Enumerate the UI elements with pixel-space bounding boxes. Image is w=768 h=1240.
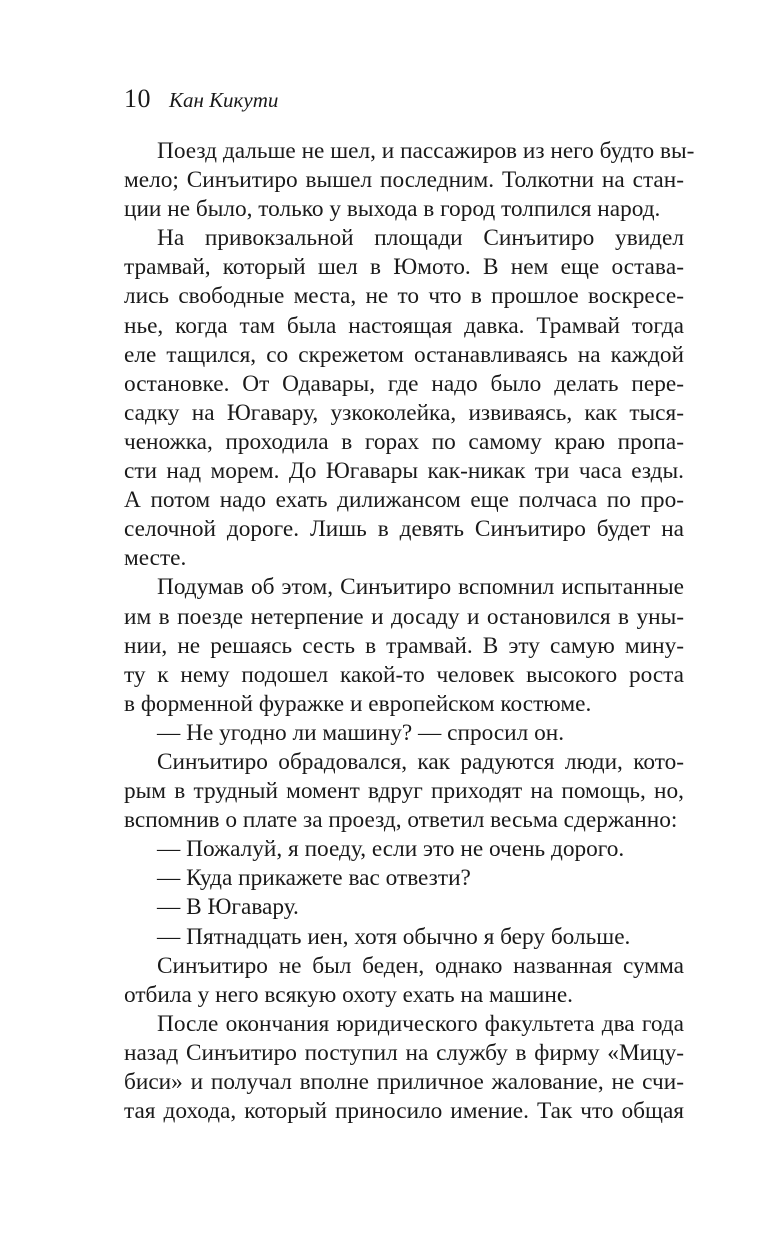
text-line: Подумав об этом, Синъитиро вспомнил испытанные — [157, 574, 684, 601]
text-line: трамвай, который шел в Юмото. В нем еще оставa- — [124, 254, 684, 281]
text-line: лись свободные места, не то что в прошлое воскресе- — [124, 283, 684, 310]
text-line: — Пожалуй, я поеду, если это не очень дорого. — [157, 836, 625, 863]
text-line: селочной дороге. Лишь в девять Синъитиро будет на — [124, 516, 684, 543]
text-line: На привокзальной площади Синъитиро увидел — [157, 225, 684, 252]
text-line: им в поезде нетерпение и досаду и остановился в уны- — [124, 603, 684, 630]
text-line: нии, не решаясь сесть в трамвай. В эту самую мину- — [124, 632, 684, 659]
text-line: Синъитиро не был беден, однако названная сумма — [157, 952, 684, 979]
text-line: рым в трудный момент вдруг приходят на помощь, но, — [124, 778, 684, 805]
text-line: в форменной фуражке и европейском костюме. — [124, 690, 592, 717]
text-line: мело; Синъитиро вышел последним. Толкотни на стан- — [124, 167, 684, 194]
text-line: еле тащился, со скрежетом останавливаясь на каждой — [124, 341, 684, 368]
text-line: ченожка, проходила в горах по самому краю пропа- — [124, 428, 684, 455]
text-line: биси» и получал вполне приличное жалование, не счи- — [124, 1069, 684, 1095]
text-line: назад Синъитиро поступил на службу в фирму «Мицу- — [124, 1039, 684, 1066]
text-line: садку на Югавару, узкоколейка, извиваясь, как тыся- — [124, 399, 684, 426]
text-line: А потом надо ехать дилижансом еще полчаса по про- — [124, 487, 684, 514]
text-line: — Пятнадцать иен, хотя обычно я беру больше. — [157, 923, 631, 950]
text-line: После окончания юридического факультета два года — [157, 1010, 684, 1037]
text-line: — В Югавару. — [157, 894, 299, 921]
body-text — [124, 137, 695, 1126]
text-line: остановке. От Одавары, где надо было делать пере- — [124, 370, 684, 397]
text-line: месте. — [124, 545, 187, 572]
text-line: тая дохода, который приносило имение. Так что общая — [124, 1098, 684, 1125]
text-line: Поезд дальше не шел, и пассажиров из него будто вы- — [157, 138, 695, 164]
text-line: отбила у него всякую охоту ехать на машине. — [124, 981, 573, 1008]
text-line: нье, когда там была настоящая давка. Трамвай тогда — [124, 312, 684, 339]
text-line: — Куда прикажете вас отвезти? — [157, 865, 471, 892]
text-line: ту к нему подошел какой-то человек высокого роста — [124, 661, 684, 688]
text-line: — Не угодно ли машину? — спросил он. — [157, 719, 565, 746]
running-head — [124, 84, 278, 116]
text-line: сти над морем. До Югавары как-никак три часа езды. — [124, 458, 684, 485]
page-number: 10 — [124, 84, 151, 113]
text-line: Синъитиро обрадовался, как радуются люди, кото- — [157, 748, 684, 775]
text-line: ции не было, только у выхода в город толпился народ. — [124, 196, 661, 223]
text-line: вспомнив о плате за проезд, ответил весьма сдержанно: — [124, 807, 678, 834]
author-name: Кан Кикути — [169, 88, 279, 112]
